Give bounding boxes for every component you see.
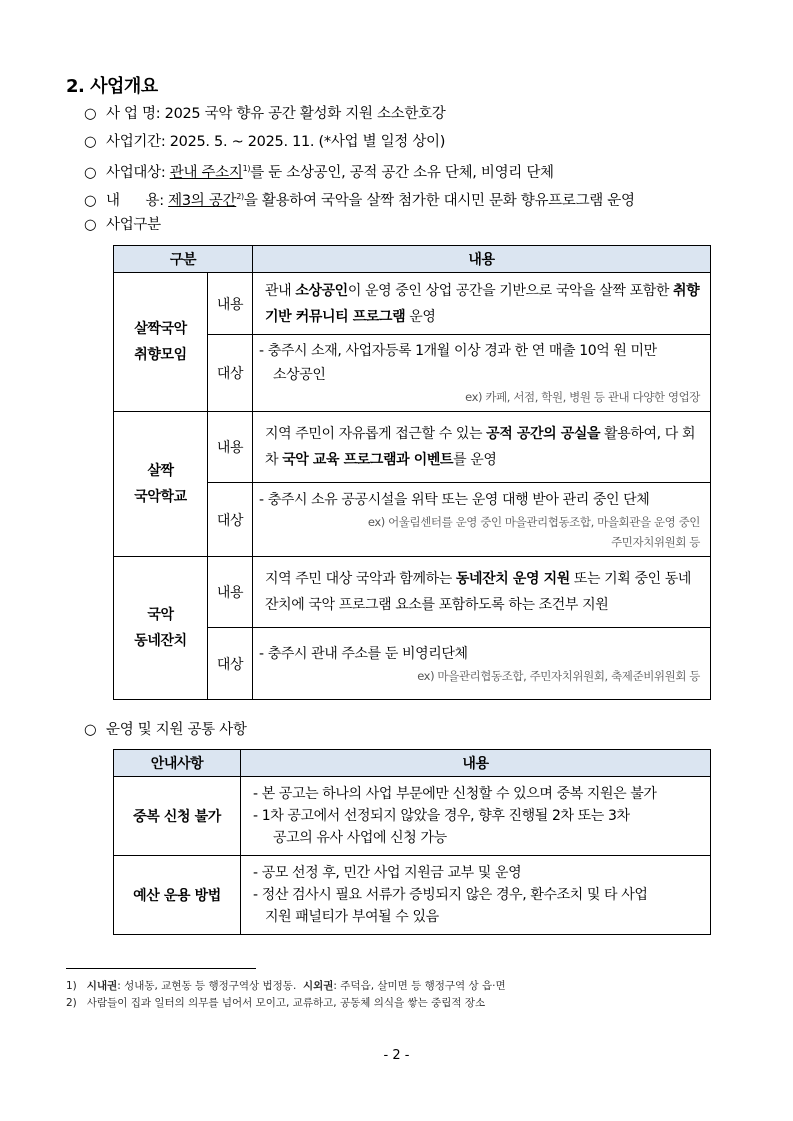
target-cell: - 충주시 소재, 사업자등록 1개월 이상 경과 한 연 매출 10억 원 미만 소상공인 ex) 카페, 서점, 학원, 병원 등 관내 다양한 영업장 [253,335,711,412]
content-label: 내용 [208,273,253,335]
bullet-icon: ○ [84,106,97,122]
content-cell: 관내 소상공인이 운영 중인 상업 공간을 기반으로 국악을 살짝 포함한 취향 기반 커뮤니티 프로그램 운영 [253,273,711,335]
example-text: ex) 카페, 서점, 학원, 병원 등 관내 다양한 영업장 [465,390,700,404]
notice-content: - 공모 선정 후, 민간 사업 지원금 교부 및 운영 - 정산 검사시 필요 서류가 증빙되지 않은 경우, 환수조치 및 타 사업 지원 패널티가 부여될 수 있음 [241,856,711,935]
target-label: 대상 [208,628,253,700]
content-cell: 지역 주민 대상 국악과 함께하는 동네잔치 운영 지원 또는 기획 중인 동네잔치에 국악 프로그램 요소를 포함하도록 하는 조건부 지원 [253,557,711,628]
content-underlined: 제3의 공간 [168,192,237,209]
target-cell: - 충주시 소유 공공시설을 위탁 또는 운영 대행 받아 관리 중인 단체 ex) 어울림센터를 운영 중인 마을관리협동조합, 마을회관을 운영 중인 주민자치위원회 등 [253,483,711,557]
example-text: ex) 마을관리협동조합, 주민자치위원회, 축제준비위원회 등 [417,668,700,683]
common-table [113,749,711,935]
example-text: 주민자치위원회 등 [611,534,700,549]
overview-target: ○ 사업대상: 관내 주소지$^{1)}$를 둔 소상공인, 공적 공간 소유 단체, 비영리 단체 [84,164,554,181]
section-heading: 2. 사업개요 [66,76,158,97]
division-table [113,245,711,700]
overview-division: ○ 사업구분 [84,217,161,233]
content-cell: 지역 주민이 자유롭게 접근할 수 있는 공적 공간의 공실을 활용하여, 다 회차 국악 교육 프로그램과 이벤트를 운영 [253,412,711,483]
header-division: 구분 [114,246,253,273]
target-label: 대상 [208,483,253,557]
bullet-icon: ○ [84,217,97,233]
target-underlined: 관내 주소지 [169,164,243,181]
notice-content: - 본 공고는 하나의 사업 부문에만 신청할 수 있으며 중복 지원은 불가 - 1차 공고에서 선정되지 않았을 경우, 향후 진행될 2차 또는 3차 공고의 유사 사업에 신청 가능 [241,777,711,856]
content-label: 내용 [208,557,253,628]
bullet-icon: ○ [84,134,97,150]
content-label: 내용 [208,412,253,483]
category-cell: 살짝 국악학교 [114,412,208,557]
header-content: 내용 [253,246,711,273]
bullet-icon: ○ [84,722,97,738]
target-cell: - 충주시 관내 주소를 둔 비영리단체 ex) 마을관리협동조합, 주민자치위원회, 축제준비위원회 등 [253,628,711,700]
overview-name: ○ 사 업 명: 2025 국악 향유 공간 활성화 지원 소소한호강 [84,106,446,122]
overview-content: ○ 내 용: 제3의 공간$^{2)}$을 활용하여 국악을 살짝 첨가한 대시민 문화 향유프로그램 운영 [84,192,635,209]
page-number: - 2 - [383,1048,410,1063]
category-cell: 살짝국악 취향모임 [114,273,208,412]
footnote-ref-2: 2) [236,192,244,201]
example-text: ex) 어울림센터를 운영 중인 마을관리협동조합, 마을회관을 운영 중인 [367,514,700,529]
common-heading: ○ 운영 및 지원 공통 사항 [84,722,247,738]
target-label: 대상 [208,335,253,412]
bullet-icon: ○ [84,192,97,209]
header-content: 내용 [241,750,711,777]
category-cell: 국악 동네잔치 [114,557,208,700]
footnote-ref-1: 1) [242,164,251,173]
notice-title: 중복 신청 불가 [114,777,241,856]
overview-period: ○ 사업기간: 2025. 5. ~ 2025. 11. (*사업 별 일정 상이) [84,134,446,150]
footnote-1: 1) 시내권: 성내동, 교현동 등 행정구역상 법정동. 시외권: 주덕읍, 살미면 등 행정구역 상 읍·면 [66,980,506,992]
footnote-divider [66,968,256,969]
header-notice: 안내사항 [114,750,241,777]
notice-title: 예산 운용 방법 [114,856,241,935]
footnote-2: 2) 사람들이 집과 일터의 의무를 넘어서 모이고, 교류하고, 공동체 의식을 쌓는 중립적 장소 [66,997,486,1009]
bullet-icon: ○ [84,164,97,181]
